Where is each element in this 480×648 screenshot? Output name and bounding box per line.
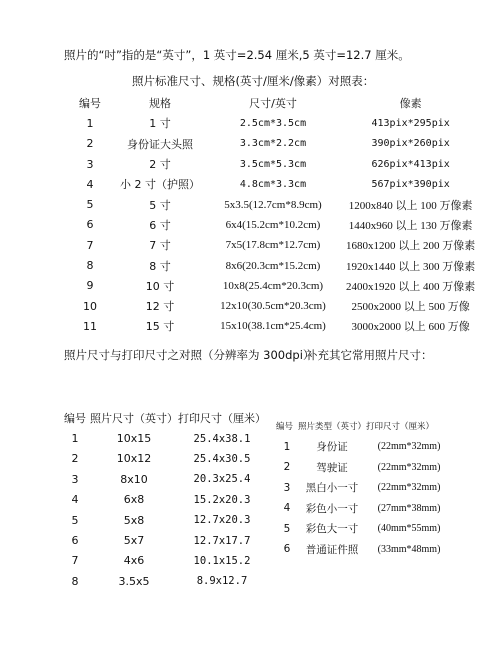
table-cell: 9 xyxy=(86,279,94,293)
table-row xyxy=(60,428,266,448)
table-cell: 4 xyxy=(71,493,79,507)
table-cell: 彩色小一寸 xyxy=(305,502,359,515)
table-cell: 5 寸 xyxy=(149,198,171,212)
table-row xyxy=(60,235,475,255)
table-cell: 3.5cm*5.3cm xyxy=(239,158,307,170)
table-cell: 身份证 xyxy=(316,441,348,454)
table-cell: 5 xyxy=(86,198,94,212)
photo-size-table xyxy=(60,93,475,337)
table-cell: 15.2x20.3 xyxy=(193,493,251,506)
table-cell: 驾驶证 xyxy=(316,461,348,474)
table-cell: 5x7 xyxy=(123,534,145,548)
header-number: 编号 xyxy=(276,422,294,433)
table-cell: 20.3x25.4 xyxy=(193,473,251,486)
table-cell: 10 寸 xyxy=(145,279,175,293)
table-row xyxy=(60,551,266,571)
table-row xyxy=(60,113,475,133)
table-cell: 8 xyxy=(71,574,79,588)
table-cell: 10x8(25.4cm*20.3cm) xyxy=(222,279,324,292)
table-cell: (33mm*48mm) xyxy=(377,543,441,555)
table-cell: 黑白小一寸 xyxy=(305,482,359,495)
table-cell: 身份证大头照 xyxy=(127,137,193,151)
table-cell: 3 xyxy=(86,157,94,171)
header-size: 尺寸/英寸 xyxy=(249,97,297,111)
table-cell: 2 xyxy=(283,461,291,474)
header-number: 编号 xyxy=(64,412,86,426)
table-row xyxy=(60,316,475,336)
table-cell: 7 xyxy=(86,238,94,252)
table-row xyxy=(276,457,452,478)
table-cell: 1920x1440 以上 300 万像素 xyxy=(346,260,476,273)
table-cell: 8 寸 xyxy=(149,259,171,273)
table-cell: 4x6 xyxy=(123,554,145,568)
table-header-row xyxy=(60,408,266,428)
table-cell: 3000x2000 以上 600 万像 xyxy=(351,321,470,334)
table-cell: 10x15 xyxy=(116,432,152,446)
table-cell: 3.5x5 xyxy=(118,574,150,588)
table-cell: 12.7x17.7 xyxy=(193,534,251,547)
table-cell: 彩色大一寸 xyxy=(305,523,359,536)
table-cell: 6x4(15.2cm*10.2cm) xyxy=(225,218,321,231)
table-cell: 25.4x30.5 xyxy=(193,452,251,465)
table-row xyxy=(60,469,266,489)
table-cell: 2 xyxy=(86,137,94,151)
table-cell: 1440x960 以上 130 万像素 xyxy=(348,219,473,232)
table-cell: 1 xyxy=(283,440,291,453)
table-cell: 12x10(30.5cm*20.3cm) xyxy=(220,300,326,313)
table-cell: 4 xyxy=(283,502,291,515)
table-cell: 626pix*413pix xyxy=(371,158,450,170)
table-row xyxy=(60,134,475,154)
table-cell: 8x10 xyxy=(120,472,148,486)
table-row xyxy=(60,296,475,316)
table1-title: 照片标准尺寸、规格(英寸/厘米/像素）对照表： xyxy=(132,74,375,88)
table-cell: 5x3.5(12.7cm*8.9cm) xyxy=(224,198,322,211)
table-cell: 12.7x20.3 xyxy=(193,514,251,527)
table-cell: 2400x1920 以上 400 万像素 xyxy=(346,280,476,293)
header-number: 编号 xyxy=(79,97,101,111)
table-cell: 1200x840 以上 100 万像素 xyxy=(348,199,473,212)
table-cell: 5 xyxy=(283,522,291,535)
table-row xyxy=(60,490,266,510)
common-photo-size-table xyxy=(276,416,452,560)
table-cell: 普通证件照 xyxy=(305,543,359,556)
table-cell: 25.4x38.1 xyxy=(193,432,251,445)
table-cell: 15 寸 xyxy=(145,320,175,334)
table-cell: 3 xyxy=(71,472,79,486)
table-row xyxy=(60,276,475,296)
table-cell: 4.8cm*3.3cm xyxy=(239,178,307,190)
table-cell: 小 2 寸（护照） xyxy=(120,178,200,192)
table-cell: 5x8 xyxy=(123,513,145,527)
intro-text: 照片的“吋”指的是“英寸”，1 英寸=2.54 厘米,5 英寸=12.7 厘米。 xyxy=(64,48,410,62)
table-cell: (27mm*38mm) xyxy=(377,502,441,514)
section2-extra-title: 补充其它常用照片尺寸： xyxy=(306,348,433,362)
table-cell: 1 xyxy=(86,116,94,130)
table-cell: 1680x1200 以上 200 万像素 xyxy=(346,240,476,253)
table-header-row xyxy=(60,93,475,113)
table-cell: 2500x2000 以上 500 万像 xyxy=(351,301,470,314)
table-cell: 12 寸 xyxy=(145,300,175,314)
table-cell: 8x6(20.3cm*15.2cm) xyxy=(225,259,321,272)
table-cell: 567pix*390pix xyxy=(371,178,450,190)
header-photo-type: 照片类型（英寸） xyxy=(298,422,367,433)
table-row xyxy=(60,449,266,469)
table-cell: 2 xyxy=(71,452,79,466)
table-cell: 11 xyxy=(83,319,97,333)
header-print-size: 打印尺寸（厘米） xyxy=(366,422,435,433)
table-cell: 1 xyxy=(71,432,79,446)
table-row xyxy=(276,498,452,519)
header-pixels: 像素 xyxy=(399,97,422,111)
table-row xyxy=(60,154,475,174)
table-cell: 6 寸 xyxy=(149,218,171,232)
table-cell: 8.9x12.7 xyxy=(196,575,248,588)
table-cell: 7 寸 xyxy=(149,239,171,253)
table-cell: 7x5(17.8cm*12.7cm) xyxy=(225,239,321,252)
header-spec: 规格 xyxy=(149,97,171,111)
table-row xyxy=(60,194,475,214)
table-cell: 6x8 xyxy=(123,493,145,507)
table-cell: 10.1x15.2 xyxy=(193,554,251,567)
table-cell: (40mm*55mm) xyxy=(377,523,441,535)
table-cell: 10x12 xyxy=(116,452,152,466)
table-row xyxy=(60,255,475,275)
table-row xyxy=(276,519,452,540)
table-cell: 5 xyxy=(71,513,79,527)
section2-title: 照片尺寸与打印尺寸之对照（分辨率为 300dpi） xyxy=(64,348,315,362)
table-cell: 390pix*260pix xyxy=(371,138,450,150)
table-row xyxy=(276,478,452,499)
header-photo-size: 照片尺寸（英寸） xyxy=(90,412,178,426)
table-cell: 10 xyxy=(83,299,97,313)
table-cell: 8 xyxy=(86,259,94,273)
table-row xyxy=(60,174,475,194)
table-cell: 6 xyxy=(71,534,79,548)
table-cell: 1 寸 xyxy=(149,117,171,131)
table-row xyxy=(60,215,475,235)
table-cell: 3 xyxy=(283,481,291,494)
table-cell: 15x10(38.1cm*25.4cm) xyxy=(220,320,326,333)
table-row xyxy=(60,530,266,550)
table-cell: 413pix*295pix xyxy=(371,117,450,129)
table-row xyxy=(276,437,452,458)
table-cell: 3.3cm*2.2cm xyxy=(239,138,307,150)
table-cell: (22mm*32mm) xyxy=(377,482,441,494)
table-cell: 7 xyxy=(71,554,79,568)
table-cell: 6 xyxy=(86,218,94,232)
table-row xyxy=(276,539,452,560)
table-cell: 6 xyxy=(283,543,291,556)
header-print-size: 打印尺寸（厘米） xyxy=(178,412,266,426)
table-cell: (22mm*32mm) xyxy=(377,461,441,473)
table-row xyxy=(60,571,266,591)
table-cell: (22mm*32mm) xyxy=(377,441,441,453)
table-cell: 4 xyxy=(86,177,94,191)
table-row xyxy=(60,510,266,530)
table-header-row xyxy=(276,416,452,437)
print-size-table xyxy=(60,408,266,592)
table-cell: 2 寸 xyxy=(149,158,171,172)
table-cell: 2.5cm*3.5cm xyxy=(239,117,307,129)
